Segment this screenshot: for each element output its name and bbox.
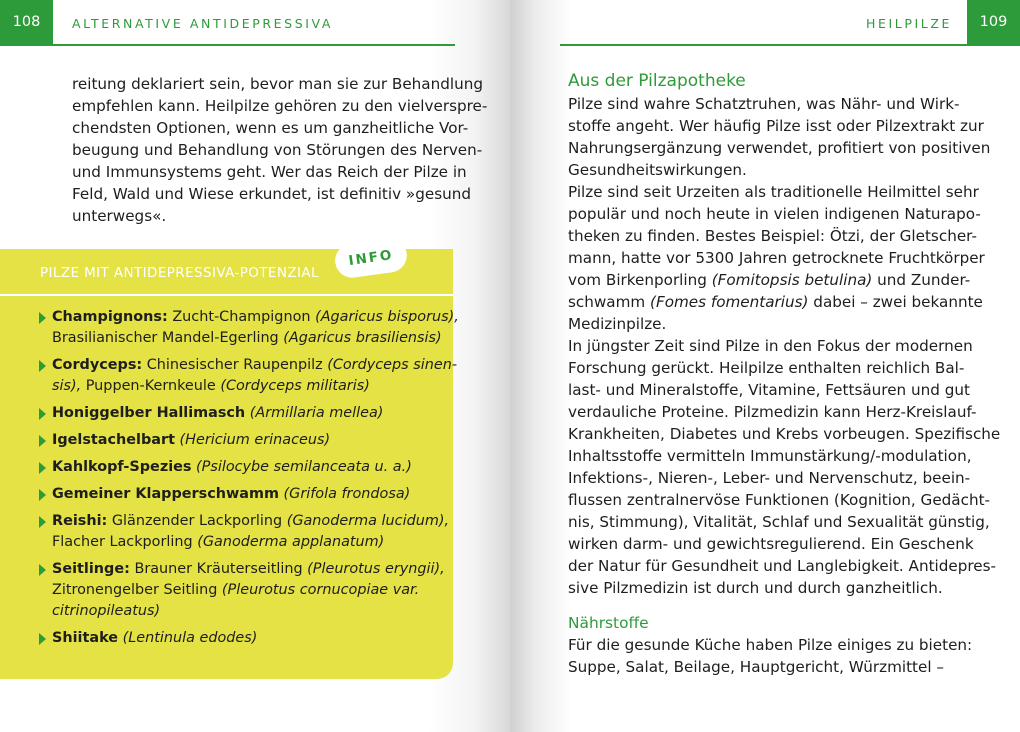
text-run: sive Pilzmedizin ist durch und durch ganzheitlich.	[568, 579, 943, 597]
latin-name: (Grifola frondosa)	[283, 486, 411, 502]
info-box	[0, 246, 459, 679]
list-item	[38, 484, 450, 505]
text-line	[568, 93, 960, 115]
text-run: populär und noch heute in vielen indigenen Naturapo-	[568, 205, 981, 223]
text-line	[52, 511, 450, 532]
text-line	[568, 489, 991, 511]
latin-name: (Fomes fomentarius)	[650, 293, 809, 311]
text-line	[568, 511, 990, 533]
text-line	[568, 335, 973, 357]
text-run: Inhaltsstoffe vermitteln Immunstärkung/-modulation,	[568, 447, 972, 465]
text-run: Pilze sind seit Urzeiten als traditionelle Heilmittel sehr	[568, 183, 979, 201]
mushroom-list	[38, 307, 459, 655]
arrow-right-icon	[39, 564, 46, 576]
text-run: wirken darm- und gewichtsregulierend. Ein Geschenk	[568, 535, 974, 553]
running-head-left: ALTERNATIVE ANTIDEPRESSIVA	[72, 16, 334, 31]
text-line	[568, 656, 960, 678]
text-run: Chinesischer Raupenpilz	[142, 357, 328, 373]
header-rule-left	[0, 44, 455, 46]
text-run: Zucht-Champignon	[167, 309, 316, 325]
mushroom-name: Honiggelber Hallimasch	[52, 405, 246, 421]
latin-name: (Ganoderma applanatum)	[197, 534, 385, 550]
text-line	[52, 355, 458, 376]
page-number-right: 109	[967, 0, 1020, 44]
list-item	[38, 628, 450, 649]
latin-name: (Pleurotus eryngii),	[307, 561, 445, 577]
text-line	[568, 357, 965, 379]
mushroom-name: Gemeiner Klapperschwamm	[52, 486, 279, 502]
text-line	[568, 181, 979, 203]
paragraph	[568, 335, 1001, 599]
mushroom-name: Seitlinge:	[52, 561, 130, 577]
text-run: Flacher Lackporling	[52, 534, 198, 550]
arrow-right-icon	[39, 462, 46, 474]
mushroom-name: Champignons:	[52, 309, 168, 325]
list-item	[38, 307, 459, 349]
text-run: Zitronengelber Seitling	[52, 582, 222, 598]
body-text	[568, 93, 1001, 599]
text-line	[52, 484, 450, 505]
text-run: Suppe, Salat, Beilage, Hauptgericht, Würzmittel –	[568, 658, 944, 676]
text-line	[52, 307, 459, 328]
text-line	[568, 137, 991, 159]
text-line: beugung und Behandlung von Störungen des Nerven-	[72, 141, 483, 159]
info-badge	[333, 236, 409, 280]
text-line	[52, 580, 450, 601]
list-item	[38, 511, 450, 553]
text-line	[568, 423, 1001, 445]
text-line	[52, 376, 450, 397]
text-line: Feld, Wald und Wiese erkundet, ist definitiv »gesund	[72, 185, 471, 203]
text-run: vom Birkenporling	[568, 271, 712, 289]
text-line: reitung deklariert sein, bevor man sie zur Behandlung	[72, 75, 483, 93]
text-line	[52, 559, 450, 580]
right-page-content	[568, 70, 1001, 678]
latin-name: (Ganoderma lucidum),	[286, 513, 450, 529]
mushroom-name: Kahlkopf-Spezies	[52, 459, 192, 475]
text-run: der Natur für Gesundheit und Langlebigkeit. Antidepres-	[568, 557, 997, 575]
text-line: und Immunsystems geht. Wer das Reich der Pilze in	[72, 163, 467, 181]
text-line	[52, 403, 450, 424]
latin-name: (Psilocybe semilanceata u. a.)	[196, 459, 412, 475]
arrow-right-icon	[39, 312, 46, 324]
arrow-right-icon	[39, 435, 46, 447]
intro-paragraph	[72, 73, 488, 227]
text-run: theken zu finden. Bestes Beispiel: Ötzi, der Gletscher-	[568, 227, 977, 245]
text-run: stoffe angeht. Wer häufig Pilze isst oder Pilzextrakt zur	[568, 117, 984, 135]
text-run: schwamm	[568, 293, 651, 311]
arrow-right-icon	[39, 360, 46, 372]
text-run: last- und Mineralstoffe, Vitamine, Fettsäuren und gut	[568, 381, 970, 399]
text-run: mann, hatte vor 5300 Jahren getrocknete Fruchtkörper	[568, 249, 985, 267]
text-run: Medizinpilze.	[568, 315, 667, 333]
text-run: verdauliche Proteine. Pilzmedizin kann Herz-Kreislauf-	[568, 403, 977, 421]
text-run: Brauner Kräuterseitling	[129, 561, 308, 577]
latin-name: (Agaricus bisporus),	[315, 309, 459, 325]
text-line	[568, 445, 972, 467]
text-line	[52, 430, 450, 451]
latin-name: citrinopileatus)	[52, 603, 161, 619]
arrow-right-icon	[39, 516, 46, 528]
text-line	[568, 379, 970, 401]
text-line	[568, 533, 974, 555]
running-head-right: HEILPILZE	[866, 16, 952, 31]
paragraph	[568, 181, 985, 335]
text-line	[568, 467, 971, 489]
text-run: In jüngster Zeit sind Pilze in den Fokus der modernen	[568, 337, 973, 355]
info-box-title: PILZE MIT ANTIDEPRESSIVA-POTENZIAL	[40, 265, 319, 281]
text-run: Für die gesunde Küche haben Pilze einiges zu bieten:	[568, 636, 973, 654]
text-line	[568, 115, 984, 137]
list-item	[38, 559, 450, 622]
text-line	[568, 401, 977, 423]
text-line	[568, 313, 960, 335]
text-line	[52, 532, 450, 553]
list-item	[38, 430, 450, 451]
text-line	[52, 457, 450, 478]
text-line	[568, 634, 973, 656]
text-run: nis, Stimmung), Vitalität, Schlaf und Sexualität günstig,	[568, 513, 990, 531]
text-line	[568, 203, 981, 225]
latin-name: (Cordyceps sinen-	[327, 357, 458, 373]
text-run: Krankheiten, Diabetes und Krebs vorbeugen. Spezifische	[568, 425, 1001, 443]
arrow-right-icon	[39, 633, 46, 645]
latin-name: (Hericium erinaceus)	[179, 432, 331, 448]
list-item	[38, 457, 450, 478]
mushroom-name: Shiitake	[52, 630, 119, 646]
text-run: Infektions-, Nieren-, Leber- und Nervenschutz, beein-	[568, 469, 971, 487]
mushroom-name: Reishi:	[52, 513, 108, 529]
latin-name: (Cordyceps militaris)	[220, 378, 370, 394]
text-line	[568, 269, 971, 291]
text-run: Nahrungsergänzung verwendet, profitiert von positiven	[568, 139, 991, 157]
text-run: Glänzender Lackporling	[107, 513, 287, 529]
text-line: unterwegs«.	[72, 207, 167, 225]
list-item	[38, 355, 458, 397]
arrow-right-icon	[39, 408, 46, 420]
text-run: Puppen-Kernkeule	[81, 378, 221, 394]
paragraph	[568, 634, 973, 678]
text-line	[568, 225, 977, 247]
page-number-left: 108	[0, 0, 53, 44]
mushroom-name: Igelstachelbart	[52, 432, 175, 448]
text-run: Brasilianischer Mandel-Egerling	[52, 330, 284, 346]
latin-name: sis),	[52, 378, 82, 394]
list-item	[38, 403, 450, 424]
text-run: dabei – zwei bekannte	[808, 293, 983, 311]
latin-name: (Pleurotus cornucopiae var.	[221, 582, 420, 598]
header-rule-right	[560, 44, 1020, 46]
text-run: und Zunder-	[872, 271, 971, 289]
latin-name: (Armillaria mellea)	[249, 405, 384, 421]
text-run: Forschung gerückt. Heilpilze enthalten reichlich Bal-	[568, 359, 965, 377]
text-line	[568, 577, 960, 599]
latin-name: (Lentinula edodes)	[122, 630, 258, 646]
text-run: flussen zentralnervöse Funktionen (Kognition, Gedächt-	[568, 491, 991, 509]
text-run: Gesundheitswirkungen.	[568, 161, 747, 179]
section-heading: Aus der Pilzapotheke	[568, 71, 746, 91]
info-box-divider	[0, 294, 453, 296]
sub-heading: Nährstoffe	[568, 614, 649, 632]
text-line: empfehlen kann. Heilpilze gehören zu den vielverspre-	[72, 97, 488, 115]
text-line	[568, 555, 997, 577]
text-run: Pilze sind wahre Schatztruhen, was Nähr- und Wirk-	[568, 95, 960, 113]
latin-name: (Agaricus brasiliensis)	[283, 330, 442, 346]
mushroom-name: Cordyceps:	[52, 357, 143, 373]
right-page	[510, 0, 1020, 732]
text-line	[52, 601, 450, 622]
text-line	[568, 291, 983, 313]
text-line	[568, 159, 960, 181]
text-line	[52, 328, 450, 349]
paragraph	[568, 93, 991, 181]
info-badge-label: INFO	[347, 246, 395, 270]
text-line	[52, 628, 450, 649]
text-line: chendsten Optionen, wenn es um ganzheitliche Vor-	[72, 119, 469, 137]
text-line	[568, 247, 985, 269]
latin-name: (Fomitopsis betulina)	[711, 271, 873, 289]
arrow-right-icon	[39, 489, 46, 501]
